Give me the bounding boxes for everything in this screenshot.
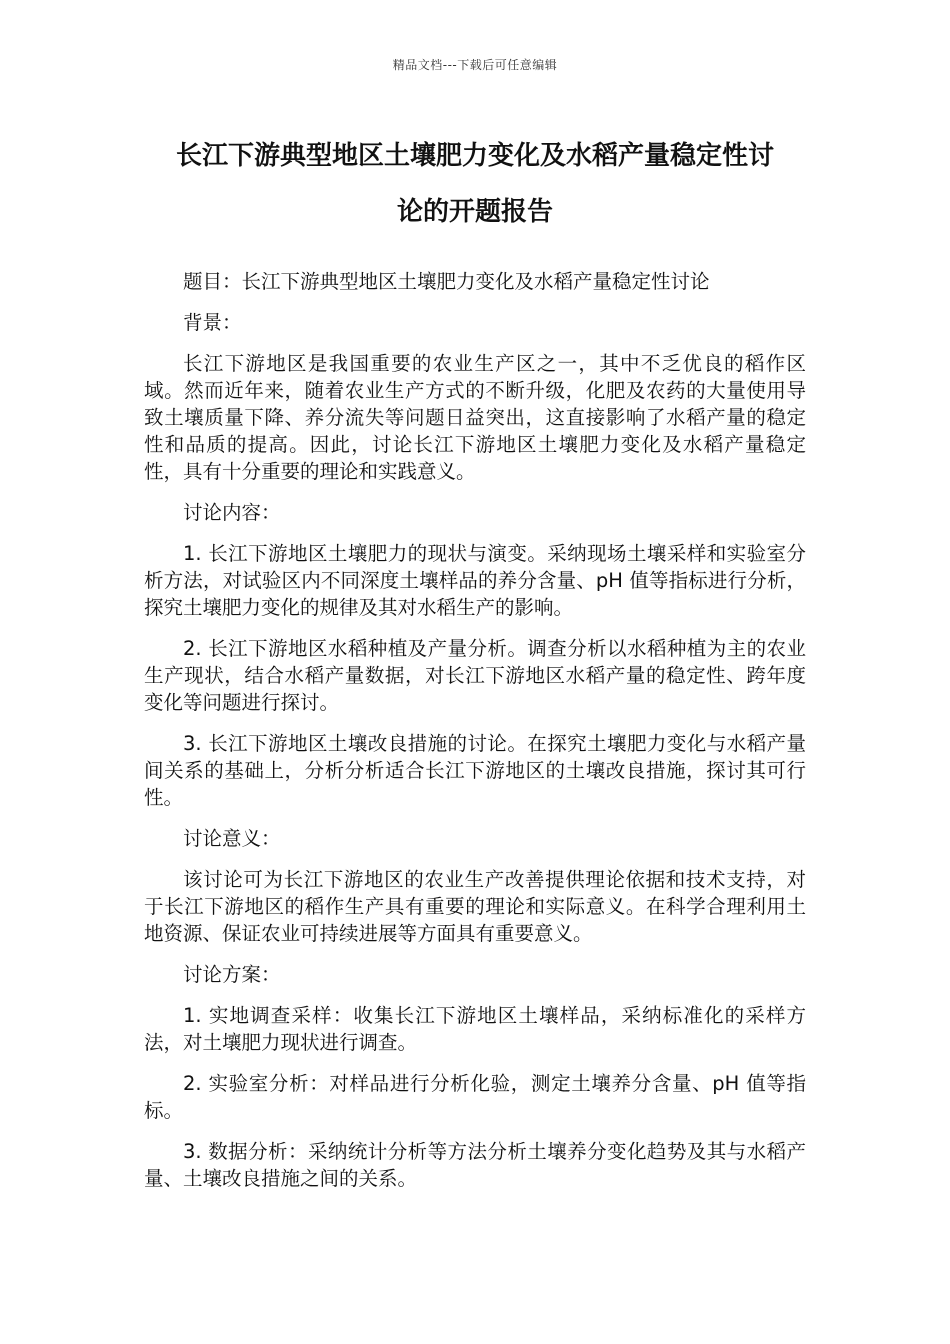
document-title-line-2: 论的开题报告 xyxy=(396,197,553,227)
page-header-note: 精品文档---下载后可任意编辑 xyxy=(392,58,558,72)
significance-heading: 讨论意义： xyxy=(183,827,281,850)
research-plan-heading: 讨论方案： xyxy=(183,963,281,986)
background-paragraph: 长江下游地区是我国重要的农业生产区之一，其中不乏优良的稻作区域。然而近年来，随着农业生产方式的不断升级，化肥及农药的大量使用导致土壤质量下降、养分流失等问题日益突出，这直接影响了水稻产量的稳定性和品质的提高。因此，讨论长江下游地区土壤肥力变化及水稻产量稳定性，具有十分重要的理论和实践意义。 xyxy=(144,352,806,483)
background-heading: 背景： xyxy=(183,311,242,334)
research-content-item: 3. 长江下游地区土壤改良措施的讨论。在探究土壤肥力变化与水稻产量间关系的基础上，分析分析适合长江下游地区的土壤改良措施，探讨其可行性。 xyxy=(144,732,806,809)
topic-line: 题目：长江下游典型地区土壤肥力变化及水稻产量稳定性讨论 xyxy=(183,270,710,293)
research-content-item: 2. 长江下游地区水稻种植及产量分析。调查分析以水稻种植为主的农业生产现状，结合水稻产量数据，对长江下游地区水稻产量的稳定性、跨年度变化等问题进行探讨。 xyxy=(144,637,806,714)
research-plan-item: 3. 数据分析：采纳统计分析等方法分析土壤养分变化趋势及其与水稻产量、土壤改良措施之间的关系。 xyxy=(144,1140,806,1190)
significance-paragraph: 该讨论可为长江下游地区的农业生产改善提供理论依据和技术支持，对于长江下游地区的稻作生产具有重要的理论和实际意义。在科学合理利用土地资源、保证农业可持续进展等方面具有重要意义。 xyxy=(144,868,806,945)
research-content-heading: 讨论内容： xyxy=(183,501,281,524)
research-content-item: 1. 长江下游地区土壤肥力的现状与演变。采纳现场土壤采样和实验室分析方法，对试验区内不同深度土壤样品的养分含量、pH 值等指标进行分析，探究土壤肥力变化的规律及其对水稻生产的影响。 xyxy=(144,542,806,619)
document-body xyxy=(144,268,806,1206)
research-plan-item: 1. 实地调查采样：收集长江下游地区土壤样品，采纳标准化的采样方法，对土壤肥力现状进行调查。 xyxy=(144,1004,806,1054)
document-title xyxy=(140,128,810,240)
research-plan-item: 2. 实验室分析：对样品进行分析化验，测定土壤养分含量、pH 值等指标。 xyxy=(144,1072,806,1122)
document-title-line-1: 长江下游典型地区土壤肥力变化及水稻产量稳定性讨 xyxy=(175,141,774,171)
